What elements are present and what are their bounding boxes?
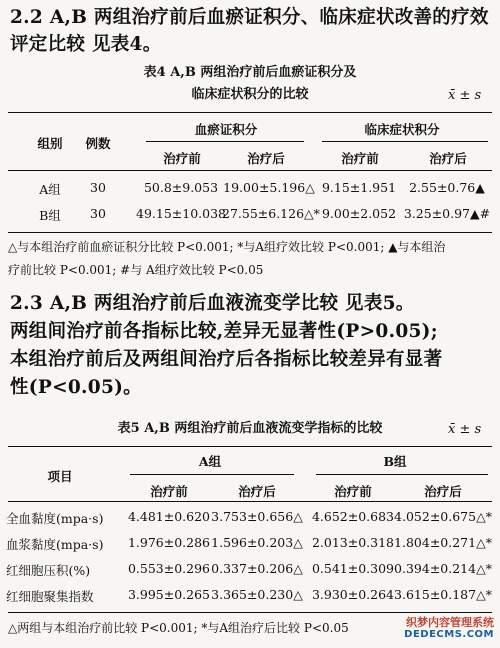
section-2-3-line2: 两组间治疗前各指标比较,差异无显著性(P>0.05); <box>10 321 438 342</box>
table5-header-item: 项目 <box>47 469 73 484</box>
watermark-text: 织梦内容管理系统 <box>406 616 494 629</box>
table5-bottom-rule <box>8 612 492 613</box>
table4-caption-line2: 临床症状积分的比较 <box>191 87 309 102</box>
table5-row1-a-after: 3.753±0.656△ <box>211 509 303 524</box>
section-2-3-line3: 本组治疗前后及两组间治疗后各指标比较差异有显著 <box>10 349 443 370</box>
table4-row1-cl-after: 2.55±0.76▲ <box>409 180 485 195</box>
table4-header-clinical: 临床症状积分 <box>364 122 440 137</box>
table4-footnote-line1: △与本组治疗前血瘀证积分比较 P<0.001; *与A组疗效比较 P<0.001; ▲与本组治 <box>8 240 446 254</box>
table5-subrule-right <box>316 474 488 475</box>
table4-row1-group: A组 <box>39 182 61 197</box>
table4-stat-note: x̄ ± s <box>448 88 482 103</box>
table5-row4-b-before: 3.930±0.264 <box>311 587 395 602</box>
table5-row2-a-after: 1.596±0.203△ <box>211 535 303 550</box>
table4-row2-bs-before: 49.15±10.038 <box>136 206 226 221</box>
table4-row2-n: 30 <box>90 206 106 221</box>
table4-top-rule <box>8 112 492 113</box>
table5-header-a-after: 治疗后 <box>238 484 276 499</box>
table5-footnote: △两组与本组治疗前比较 P<0.001; *与A组治疗后比较 P<0.05 <box>8 621 349 635</box>
table5-row2-item: 血浆黏度(mpa·s) <box>6 537 104 552</box>
table4-bottom-rule <box>8 232 492 233</box>
table4-row2-cl-after: 3.25±0.97▲# <box>403 206 491 221</box>
table4-header-rule <box>8 170 492 171</box>
table4-header-bs-after: 治疗后 <box>247 151 285 166</box>
table5-row1-b-before: 4.652±0.683 <box>311 509 395 524</box>
table5-row3-a-after: 0.337±0.206△ <box>211 561 303 576</box>
table5-row3-b-after: 0.394±0.214△* <box>394 561 492 576</box>
table5-stat-note: x̄ ± s <box>448 422 482 437</box>
table5-row3-a-before: 0.553±0.296 <box>127 561 211 576</box>
table5-subrule-left <box>130 474 294 475</box>
table5-top-rule <box>8 446 492 447</box>
table4-caption-line1: 表4 A,B 两组治疗前后血瘀证积分及 <box>143 65 357 80</box>
section-2-3-line1: 2.3 A,B 两组治疗前后血液流变学比较 见表5。 <box>10 293 415 314</box>
table5-row3-item: 红细胞压积(%) <box>6 563 91 578</box>
table4-subrule-left <box>146 141 304 142</box>
table5-header-b-before: 治疗前 <box>334 484 372 499</box>
table5-header-group-b: B组 <box>383 454 407 469</box>
table5-row4-b-after: 3.615±0.187△* <box>394 587 492 602</box>
table4-row2-group: B组 <box>39 208 61 223</box>
section-2-2-text: 2.2 A,B 两组治疗前后血瘀证积分、临床症状改善的疗效评定比较 见表4。 <box>10 7 489 55</box>
table4-row1-cl-before: 9.15±1.951 <box>321 180 397 195</box>
table4-row1-n: 30 <box>90 180 106 195</box>
table5-row4-item: 红细胞聚集指数 <box>6 589 94 604</box>
table5-header-group-a: A组 <box>198 454 222 469</box>
table5-header-b-after: 治疗后 <box>424 484 462 499</box>
table5-row3-b-before: 0.541±0.309 <box>311 561 395 576</box>
table4-header-cl-before: 治疗前 <box>341 151 379 166</box>
table4-row1-bs-after: 19.00±5.196△ <box>223 180 315 195</box>
table5-row4-a-before: 3.995±0.265 <box>127 587 211 602</box>
table5-row2-b-after: 1.804±0.271△* <box>394 535 492 550</box>
table5-row4-a-after: 3.365±0.230△ <box>211 587 303 602</box>
table5-row1-b-after: 4.052±0.675△* <box>394 509 492 524</box>
section-2-3-line4: 性(P<0.05)。 <box>10 377 142 398</box>
table4-row1-bs-before: 50.8±9.053 <box>143 180 219 195</box>
table4-header-cl-after: 治疗后 <box>429 151 467 166</box>
table5-row1-a-before: 4.481±0.620 <box>127 509 211 524</box>
table5-header-a-before: 治疗前 <box>150 484 188 499</box>
table5-caption: 表5 A,B 两组治疗前后血液流变学指标的比较 <box>117 421 383 436</box>
table4-subrule-right <box>322 141 488 142</box>
table4-header-blood-stasis: 血瘀证积分 <box>194 122 258 137</box>
table4-footnote-line2: 疗前比较 P<0.001; #与 A组疗效比较 P<0.05 <box>8 263 264 277</box>
table5-row2-b-before: 2.013±0.318 <box>311 535 395 550</box>
table5-row1-item: 全血黏度(mpa·s) <box>6 511 104 526</box>
table4-header-bs-before: 治疗前 <box>163 151 201 166</box>
table4-row2-bs-after: 27.55±6.126△* <box>222 206 320 221</box>
table5-header-rule <box>8 501 492 502</box>
table4-header-group: 组别 <box>37 136 63 151</box>
table4-header-count: 例数 <box>85 136 111 151</box>
table4-row2-cl-before: 9.00±2.052 <box>321 206 397 221</box>
watermark-url: DEDECMS.COM <box>404 629 494 640</box>
table5-row2-a-before: 1.976±0.286 <box>127 535 211 550</box>
